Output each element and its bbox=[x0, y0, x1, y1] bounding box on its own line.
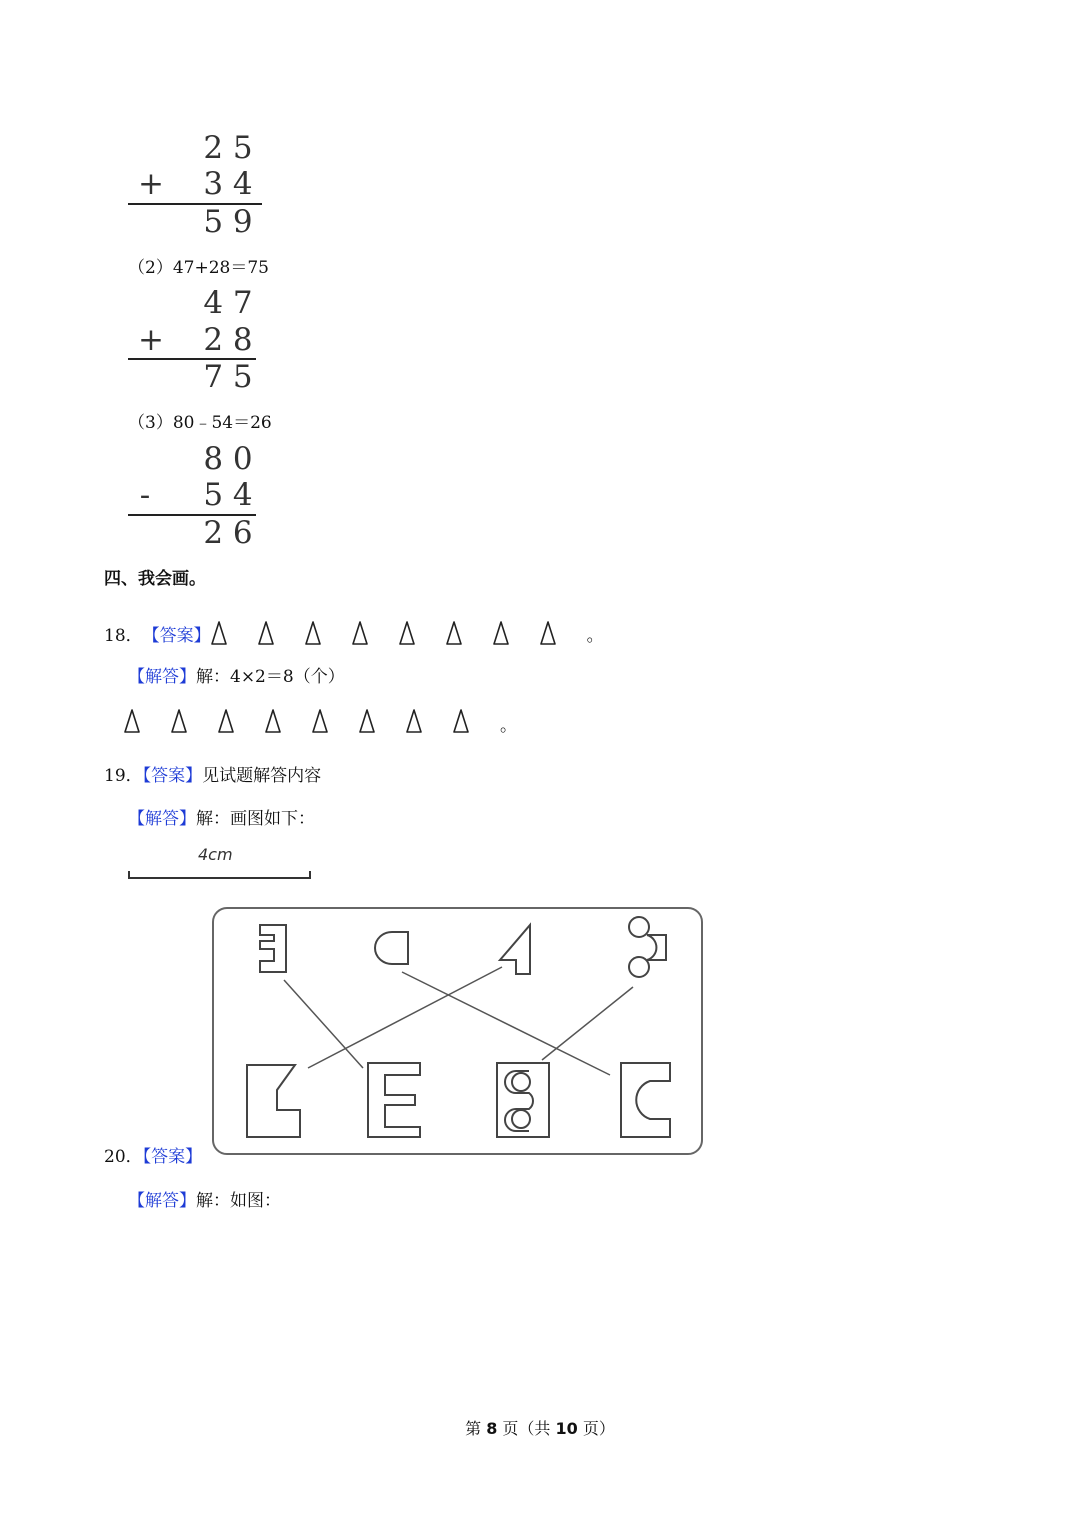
calc2-top: 4 7 bbox=[203, 285, 253, 321]
top-shape-4 bbox=[629, 917, 666, 977]
footer-prefix: 第 bbox=[465, 1419, 487, 1438]
calc2-bottom: 2 8 bbox=[203, 322, 253, 358]
q18-answer-line bbox=[104, 618, 604, 648]
footer-suffix: 页） bbox=[577, 1419, 615, 1438]
q18-solution-end: 。 bbox=[500, 716, 517, 736]
q20-solution-text: 解：如图： bbox=[196, 1191, 281, 1211]
calc1-result: 5 9 bbox=[203, 204, 253, 240]
triangle-icon bbox=[258, 618, 305, 648]
triangle-icon bbox=[359, 706, 406, 736]
q18-solution-text: 解：4×2＝8（个） bbox=[196, 667, 345, 687]
triangle-icon bbox=[399, 618, 446, 648]
vertical-calc-2 bbox=[120, 285, 270, 395]
q20-solution-tag: 【解答】 bbox=[128, 1191, 196, 1211]
calc2-result: 7 5 bbox=[203, 359, 253, 395]
triangle-icon bbox=[124, 706, 171, 736]
q20-answer-line bbox=[104, 1142, 202, 1167]
footer-page-number: 8 bbox=[486, 1419, 498, 1438]
top-shape-2 bbox=[375, 932, 408, 964]
q19-answer-text: 见试题解答内容 bbox=[202, 766, 322, 786]
vertical-calc-3 bbox=[120, 441, 270, 551]
vertical-calc-1 bbox=[120, 130, 270, 240]
q19-solution-tag: 【解答】 bbox=[128, 809, 196, 829]
triangle-icon bbox=[406, 706, 453, 736]
bottom-shape-3 bbox=[497, 1063, 549, 1137]
triangle-icon bbox=[540, 618, 587, 648]
q20-solution-line bbox=[128, 1186, 281, 1211]
matching-diagram bbox=[210, 905, 705, 1158]
q18-solution-tag: 【解答】 bbox=[128, 667, 196, 687]
matching-diagram-svg bbox=[210, 905, 705, 1158]
q19-answer-line bbox=[104, 761, 321, 786]
calc1-top: 2 5 bbox=[203, 130, 253, 166]
q20-answer-tag: 【答案】 bbox=[142, 1147, 203, 1167]
triangle-icon bbox=[265, 706, 312, 736]
triangle-icon bbox=[493, 618, 540, 648]
footer-total-pages: 10 bbox=[555, 1419, 578, 1438]
bottom-shape-2 bbox=[368, 1063, 420, 1137]
segment-figure bbox=[124, 843, 319, 883]
q18-answer-tag: 【答案】 bbox=[142, 625, 211, 646]
triangle-icon bbox=[305, 618, 352, 648]
triangle-icon bbox=[171, 706, 218, 736]
top-shape-3 bbox=[500, 925, 530, 974]
calc1-operator: + bbox=[138, 166, 164, 202]
calc1-bottom: 3 4 bbox=[203, 166, 253, 202]
calc3-top: 8 0 bbox=[203, 441, 253, 477]
calc2-operator: + bbox=[138, 322, 164, 358]
q20-number: 20． bbox=[104, 1147, 143, 1167]
segment-label: 4cm bbox=[198, 845, 233, 864]
q18-number: 18． bbox=[104, 625, 143, 646]
top-shape-1 bbox=[260, 925, 286, 972]
triangle-icon bbox=[446, 618, 493, 648]
calc3-result: 2 6 bbox=[203, 515, 253, 551]
calc3-operator: - bbox=[139, 477, 151, 513]
bottom-shape-1 bbox=[247, 1065, 300, 1137]
triangle-icon bbox=[312, 706, 359, 736]
triangle-icon bbox=[211, 618, 258, 648]
q19-answer-tag: 【答案】 bbox=[142, 766, 203, 786]
footer-middle: 页（共 bbox=[497, 1419, 556, 1438]
match-lines bbox=[284, 967, 633, 1075]
problem2-label: （2）47+28＝75 bbox=[128, 258, 269, 278]
q18-solution-drawing bbox=[124, 706, 517, 736]
segment-line bbox=[124, 869, 319, 881]
q18-answer-triangles bbox=[211, 618, 587, 648]
problem3-label: （3）80﹣54＝26 bbox=[128, 413, 272, 433]
q18-solution-triangles bbox=[124, 706, 500, 736]
q19-number: 19． bbox=[104, 766, 143, 786]
bottom-shape-4 bbox=[621, 1063, 670, 1137]
q19-solution-line bbox=[128, 804, 315, 829]
q19-solution-text: 解：画图如下： bbox=[196, 809, 315, 829]
section-heading: 四、我会画。 bbox=[104, 569, 206, 589]
triangle-icon bbox=[453, 706, 500, 736]
q18-answer-end: 。 bbox=[586, 625, 604, 646]
triangle-icon bbox=[352, 618, 399, 648]
triangle-icon bbox=[218, 706, 265, 736]
calc3-bottom: 5 4 bbox=[203, 477, 253, 513]
page-footer bbox=[0, 1416, 1080, 1439]
q18-solution-line bbox=[128, 662, 345, 687]
